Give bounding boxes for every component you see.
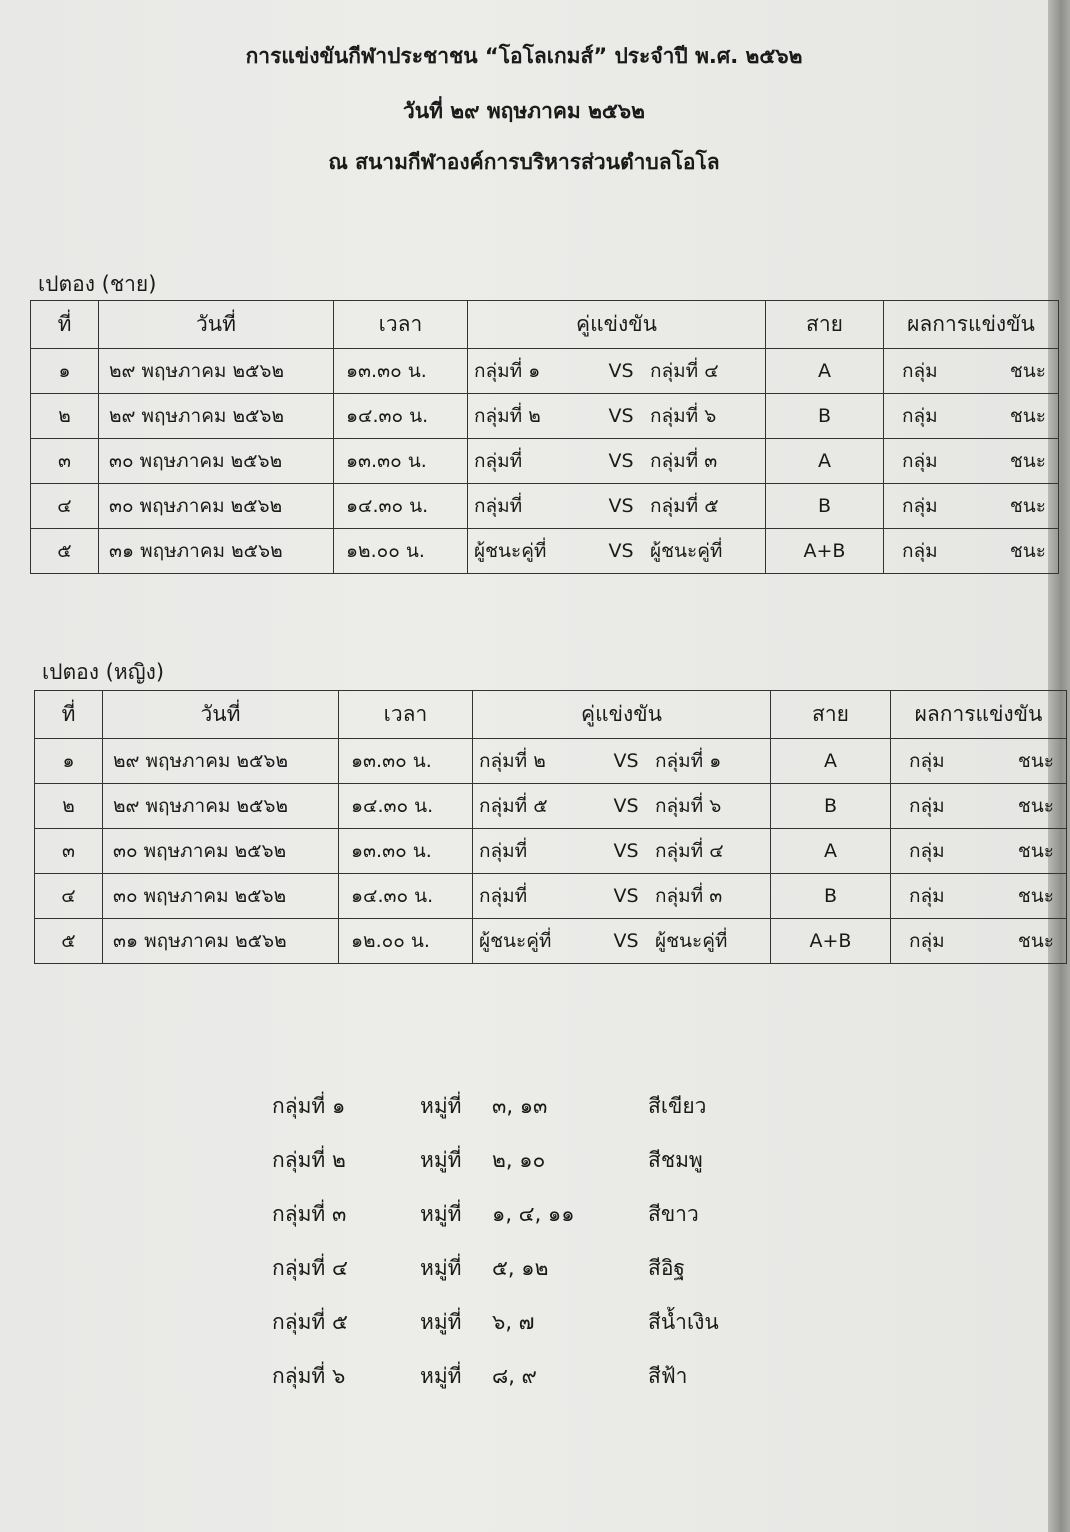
table-row xyxy=(35,739,1067,784)
group-color: สีฟ้า xyxy=(648,1364,688,1388)
village-label: หมู่ที่ xyxy=(420,1094,462,1118)
team-b: กลุ่มที่ ๔ xyxy=(655,840,724,862)
col-line: สาย xyxy=(766,301,884,349)
cell-no: ๓ xyxy=(31,439,99,484)
result-group: กลุ่ม xyxy=(909,840,945,862)
table-row xyxy=(35,784,1067,829)
cell-time: ๑๔.๓๐ น. xyxy=(334,484,468,529)
women-section-title: เปตอง (หญิง) xyxy=(42,660,165,684)
cell-time: ๑๓.๓๐ น. xyxy=(339,739,473,784)
cell-date: ๓๑ พฤษภาคม ๒๕๖๒ xyxy=(99,529,334,574)
cell-date: ๓๑ พฤษภาคม ๒๕๖๒ xyxy=(103,919,339,964)
team-a: กลุ่มที่ xyxy=(474,495,523,517)
col-date: วันที่ xyxy=(99,301,334,349)
team-b: กลุ่มที่ ๕ xyxy=(650,495,719,517)
cell-match xyxy=(473,739,771,784)
cell-result xyxy=(891,829,1067,874)
village-numbers: ๒, ๑๐ xyxy=(492,1148,546,1172)
group-name: กลุ่มที่ ๑ xyxy=(272,1094,346,1118)
table-row xyxy=(31,439,1059,484)
cell-result xyxy=(891,874,1067,919)
group-color: สีชมพู xyxy=(648,1148,703,1172)
cell-no: ๒ xyxy=(31,394,99,439)
cell-time: ๑๔.๓๐ น. xyxy=(339,874,473,919)
document-title: การแข่งขันกีฬาประชาชน “โอโลเกมส์” ประจำปี พ.ศ. ๒๕๖๒ xyxy=(245,44,803,68)
col-no: ที่ xyxy=(35,691,103,739)
village-label: หมู่ที่ xyxy=(420,1364,462,1388)
cell-line: B xyxy=(771,874,891,919)
team-a: ผู้ชนะคู่ที่ xyxy=(474,540,547,562)
village-numbers: ๖, ๗ xyxy=(492,1310,535,1334)
village-label: หมู่ที่ xyxy=(420,1202,462,1226)
village-numbers: ๕, ๑๒ xyxy=(492,1256,549,1280)
group-color: สีน้ำเงิน xyxy=(648,1310,719,1334)
village-label: หมู่ที่ xyxy=(420,1148,462,1172)
table-row xyxy=(31,529,1059,574)
cell-time: ๑๔.๓๐ น. xyxy=(339,784,473,829)
team-b: ผู้ชนะคู่ที่ xyxy=(650,540,723,562)
cell-time: ๑๓.๓๐ น. xyxy=(339,829,473,874)
cell-line: A xyxy=(771,739,891,784)
cell-date: ๒๙ พฤษภาคม ๒๕๖๒ xyxy=(103,784,339,829)
cell-match xyxy=(468,349,766,394)
cell-result xyxy=(884,394,1059,439)
vs-label: VS xyxy=(613,750,639,772)
group-name: กลุ่มที่ ๖ xyxy=(272,1364,346,1388)
vs-label: VS xyxy=(608,360,634,382)
team-a: กลุ่มที่ ๕ xyxy=(479,795,548,817)
result-group: กลุ่ม xyxy=(902,360,938,382)
result-group: กลุ่ม xyxy=(902,495,938,517)
cell-line: B xyxy=(771,784,891,829)
result-win: ชนะ xyxy=(1009,405,1046,427)
col-time: เวลา xyxy=(339,691,473,739)
vs-label: VS xyxy=(608,495,634,517)
group-color: สีขาว xyxy=(648,1202,699,1226)
table-row xyxy=(35,829,1067,874)
group-name: กลุ่มที่ ๔ xyxy=(272,1256,348,1280)
result-group: กลุ่ม xyxy=(902,450,938,472)
group-name: กลุ่มที่ ๒ xyxy=(272,1148,346,1172)
cell-result xyxy=(891,739,1067,784)
cell-result xyxy=(891,784,1067,829)
cell-date: ๒๙ พฤษภาคม ๒๕๖๒ xyxy=(99,394,334,439)
document-date: วันที่ ๒๙ พฤษภาคม ๒๕๖๒ xyxy=(403,99,645,123)
cell-no: ๒ xyxy=(35,784,103,829)
team-b: กลุ่มที่ ๑ xyxy=(655,750,722,772)
result-group: กลุ่ม xyxy=(909,885,945,907)
result-win: ชนะ xyxy=(1017,795,1054,817)
col-time: เวลา xyxy=(334,301,468,349)
vs-label: VS xyxy=(608,405,634,427)
result-win: ชนะ xyxy=(1009,360,1046,382)
col-date: วันที่ xyxy=(103,691,339,739)
vs-label: VS xyxy=(613,840,639,862)
village-label: หมู่ที่ xyxy=(420,1256,462,1280)
table-row xyxy=(35,874,1067,919)
result-group: กลุ่ม xyxy=(902,540,938,562)
table-header-row xyxy=(31,301,1059,349)
cell-no: ๑ xyxy=(31,349,99,394)
cell-no: ๑ xyxy=(35,739,103,784)
cell-result xyxy=(884,349,1059,394)
cell-no: ๓ xyxy=(35,829,103,874)
table-row xyxy=(35,919,1067,964)
group-name: กลุ่มที่ ๕ xyxy=(272,1310,348,1334)
team-b: กลุ่มที่ ๖ xyxy=(655,795,722,817)
result-group: กลุ่ม xyxy=(909,930,945,952)
village-numbers: ๘, ๙ xyxy=(492,1364,537,1388)
team-a: ผู้ชนะคู่ที่ xyxy=(479,930,552,952)
team-a: กลุ่มที่ ๒ xyxy=(479,750,546,772)
col-line: สาย xyxy=(771,691,891,739)
cell-date: ๓๐ พฤษภาคม ๒๕๖๒ xyxy=(103,874,339,919)
cell-date: ๓๐ พฤษภาคม ๒๕๖๒ xyxy=(99,484,334,529)
cell-time: ๑๓.๓๐ น. xyxy=(334,349,468,394)
cell-date: ๒๙ พฤษภาคม ๒๕๖๒ xyxy=(99,349,334,394)
document-venue: ณ สนามกีฬาองค์การบริหารส่วนตำบลโอโล xyxy=(328,150,720,174)
village-numbers: ๓, ๑๓ xyxy=(492,1094,548,1118)
cell-time: ๑๒.๐๐ น. xyxy=(334,529,468,574)
women-schedule-table xyxy=(34,690,1067,964)
result-group: กลุ่ม xyxy=(902,405,938,427)
cell-match xyxy=(473,919,771,964)
vs-label: VS xyxy=(613,795,639,817)
cell-no: ๕ xyxy=(31,529,99,574)
team-a: กลุ่มที่ ๒ xyxy=(474,405,541,427)
result-win: ชนะ xyxy=(1017,840,1054,862)
cell-result xyxy=(884,529,1059,574)
cell-no: ๕ xyxy=(35,919,103,964)
vs-label: VS xyxy=(613,930,639,952)
cell-line: A xyxy=(766,349,884,394)
result-win: ชนะ xyxy=(1017,885,1054,907)
result-win: ชนะ xyxy=(1017,750,1054,772)
table-header-row xyxy=(35,691,1067,739)
cell-match xyxy=(473,874,771,919)
vs-label: VS xyxy=(613,885,639,907)
cell-time: ๑๓.๓๐ น. xyxy=(334,439,468,484)
cell-match xyxy=(468,439,766,484)
result-win: ชนะ xyxy=(1009,540,1046,562)
col-match: คู่แข่งขัน xyxy=(473,691,771,739)
table-row xyxy=(31,349,1059,394)
result-win: ชนะ xyxy=(1009,450,1046,472)
col-no: ที่ xyxy=(31,301,99,349)
cell-match xyxy=(468,529,766,574)
cell-no: ๔ xyxy=(35,874,103,919)
cell-no: ๔ xyxy=(31,484,99,529)
team-a: กลุ่มที่ xyxy=(479,885,528,907)
village-numbers: ๑, ๔, ๑๑ xyxy=(492,1202,575,1226)
cell-date: ๓๐ พฤษภาคม ๒๕๖๒ xyxy=(99,439,334,484)
table-row xyxy=(31,394,1059,439)
team-b: กลุ่มที่ ๓ xyxy=(650,450,718,472)
team-b: กลุ่มที่ ๖ xyxy=(650,405,717,427)
cell-result xyxy=(884,484,1059,529)
result-group: กลุ่ม xyxy=(909,795,945,817)
team-b: ผู้ชนะคู่ที่ xyxy=(655,930,728,952)
vs-label: VS xyxy=(608,450,634,472)
cell-line: B xyxy=(766,394,884,439)
cell-time: ๑๔.๓๐ น. xyxy=(334,394,468,439)
result-group: กลุ่ม xyxy=(909,750,945,772)
cell-line: A+B xyxy=(771,919,891,964)
group-name: กลุ่มที่ ๓ xyxy=(272,1202,347,1226)
result-win: ชนะ xyxy=(1017,930,1054,952)
men-schedule-table xyxy=(30,300,1059,574)
cell-line: B xyxy=(766,484,884,529)
cell-result xyxy=(884,439,1059,484)
cell-time: ๑๒.๐๐ น. xyxy=(339,919,473,964)
table-row xyxy=(31,484,1059,529)
col-result: ผลการแข่งขัน xyxy=(891,691,1067,739)
team-b: กลุ่มที่ ๓ xyxy=(655,885,723,907)
village-label: หมู่ที่ xyxy=(420,1310,462,1334)
cell-match xyxy=(468,394,766,439)
men-section-title: เปตอง (ชาย) xyxy=(38,272,157,296)
vs-label: VS xyxy=(608,540,634,562)
cell-line: A xyxy=(771,829,891,874)
cell-date: ๓๐ พฤษภาคม ๒๕๖๒ xyxy=(103,829,339,874)
team-a: กลุ่มที่ xyxy=(474,450,523,472)
col-result: ผลการแข่งขัน xyxy=(884,301,1059,349)
cell-date: ๒๙ พฤษภาคม ๒๕๖๒ xyxy=(103,739,339,784)
cell-match xyxy=(473,829,771,874)
team-b: กลุ่มที่ ๔ xyxy=(650,360,719,382)
team-a: กลุ่มที่ xyxy=(479,840,528,862)
col-match: คู่แข่งขัน xyxy=(468,301,766,349)
cell-match xyxy=(473,784,771,829)
result-win: ชนะ xyxy=(1009,495,1046,517)
cell-line: A+B xyxy=(766,529,884,574)
cell-line: A xyxy=(766,439,884,484)
team-a: กลุ่มที่ ๑ xyxy=(474,360,541,382)
group-color: สีเขียว xyxy=(648,1094,707,1118)
group-color: สีอิฐ xyxy=(648,1256,686,1280)
cell-result xyxy=(891,919,1067,964)
cell-match xyxy=(468,484,766,529)
